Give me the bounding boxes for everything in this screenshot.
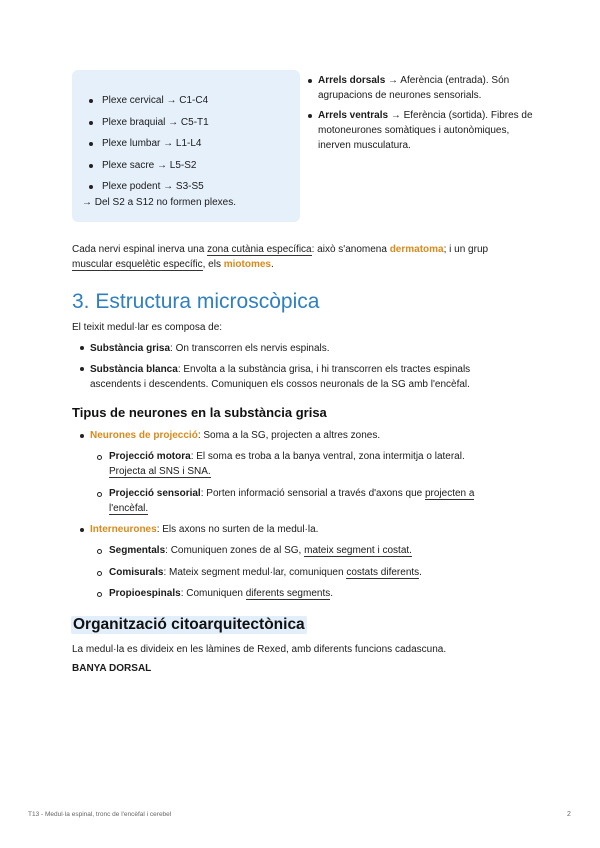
item-projeccio	[90, 428, 380, 443]
footer-title: T13 - Medul·la espinal, tronc de l'encèfal i cerebel	[28, 811, 172, 818]
plexe-item: Plexe podent → S3-S5	[86, 176, 209, 198]
plexes-box	[72, 70, 300, 222]
item-grisa	[90, 341, 330, 356]
text: ; i un grup	[443, 244, 489, 255]
bullet	[80, 528, 84, 532]
org-text: La medul·la es divideix en les làmines de Rexed, amb diferents funcions cadascuna.	[72, 644, 447, 655]
text: .	[270, 259, 274, 270]
item-propioespinals	[109, 586, 333, 601]
line	[72, 242, 542, 257]
root-term: Arrels dorsals	[318, 75, 386, 86]
underlined-text: mateix segment i costat.	[304, 545, 412, 556]
plexe-item: Plexe lumbar → L1-L4	[86, 133, 209, 155]
term: Comisurals	[109, 567, 164, 578]
highlight-term: Neurones de projecció	[90, 430, 198, 441]
text: : On transcorren els nervis espinals.	[170, 343, 330, 354]
line: ascendents i descendents. Comuniquen els cossos neuronals de la SG amb l'encèfal.	[90, 379, 470, 390]
underlined-term: zona cutània específica	[207, 244, 312, 255]
root-ventral	[306, 108, 534, 153]
term: Propioespinals	[109, 588, 181, 599]
line	[109, 486, 529, 501]
text: : Mateix segment medul·lar, comuniquen	[163, 567, 347, 578]
term: Substància blanca	[90, 364, 178, 375]
text: : Porten informació sensorial a través d'axons que	[200, 488, 425, 499]
line	[109, 449, 529, 464]
banya-dorsal-label: BANYA DORSAL	[72, 663, 152, 674]
bullet	[80, 346, 84, 350]
term: Substància grisa	[90, 343, 171, 354]
dermatoma-paragraph	[72, 242, 542, 272]
item-segmentals	[109, 543, 412, 558]
underlined-text: l'encèfal.	[109, 503, 149, 514]
text: : això s'anomena	[311, 244, 390, 255]
underlined-text: Projecta al SNS i SNA.	[109, 466, 211, 477]
text: : Comuniquen zones de al SG,	[165, 545, 305, 556]
text: : Soma a la SG, projecten a altres zones.	[197, 430, 381, 441]
text: Cada nervi espinal inerva una	[72, 244, 208, 255]
plexe-item: Plexe cervical → C1-C4	[86, 90, 209, 112]
plexe-item: Plexe sacre → L5-S2	[86, 155, 209, 177]
plexe-item: Plexe braquial → C5-T1	[86, 112, 209, 134]
term: Segmentals	[109, 545, 166, 556]
underlined-text: costats diferents	[346, 567, 420, 578]
highlight-term: Interneurones	[90, 524, 157, 535]
item-sensorial	[109, 486, 529, 516]
sub-bullet	[97, 571, 102, 576]
neurons-heading: Tipus de neurones en la substància grisa	[72, 405, 327, 420]
sub-bullet	[97, 492, 102, 497]
plexes-list	[86, 90, 209, 198]
term: Projecció sensorial	[109, 488, 201, 499]
roots-list	[306, 73, 534, 158]
line	[109, 501, 529, 516]
text: .	[330, 588, 334, 599]
text: : Comuniquen	[180, 588, 246, 599]
root-dorsal	[306, 73, 534, 103]
page-number: 2	[567, 811, 571, 818]
plexes-note: → Del S2 a S12 no formen plexes.	[82, 197, 236, 208]
term: Projecció motora	[109, 451, 191, 462]
root-text: → Aferència (entrada). Són agrupacions de neurones sensorials.	[318, 75, 510, 101]
item-blanca	[90, 362, 540, 392]
section-lead: El teixit medul·lar es composa de:	[72, 322, 223, 333]
item-motora	[109, 449, 529, 479]
bullet	[80, 434, 84, 438]
sub-bullet	[97, 549, 102, 554]
underlined-text: projecten a	[424, 488, 475, 499]
highlight-term: dermatoma	[389, 244, 444, 255]
root-term: Arrels ventrals	[318, 110, 389, 121]
org-heading: Organització citoarquitectònica	[73, 616, 305, 633]
line	[72, 257, 542, 272]
line	[109, 464, 529, 479]
section-title: 3. Estructura microscòpica	[72, 290, 320, 313]
item-interneurones	[90, 522, 318, 537]
sub-bullet	[97, 592, 102, 597]
text: : Els axons no surten de la medul·la.	[156, 524, 319, 535]
line	[90, 362, 540, 377]
root-text: → Eferència (sortida). Fibres de motoneurones somàtiques i autonòmiques, inerven musculatura.	[318, 110, 533, 151]
text: : Envolta a la substància grisa, i hi transcorren els tractes espinals	[177, 364, 471, 375]
text: .	[419, 567, 422, 578]
item-comisurals	[109, 565, 422, 580]
sub-bullet	[97, 455, 102, 460]
text: : El soma es troba a la banya ventral, zona intermitja o lateral.	[190, 451, 465, 462]
highlight-term: miotomes	[223, 259, 271, 270]
text: , els	[202, 259, 224, 270]
underlined-term: muscular esquelètic específic	[72, 259, 203, 270]
underlined-text: diferents segments	[245, 588, 331, 599]
bullet	[80, 367, 84, 371]
